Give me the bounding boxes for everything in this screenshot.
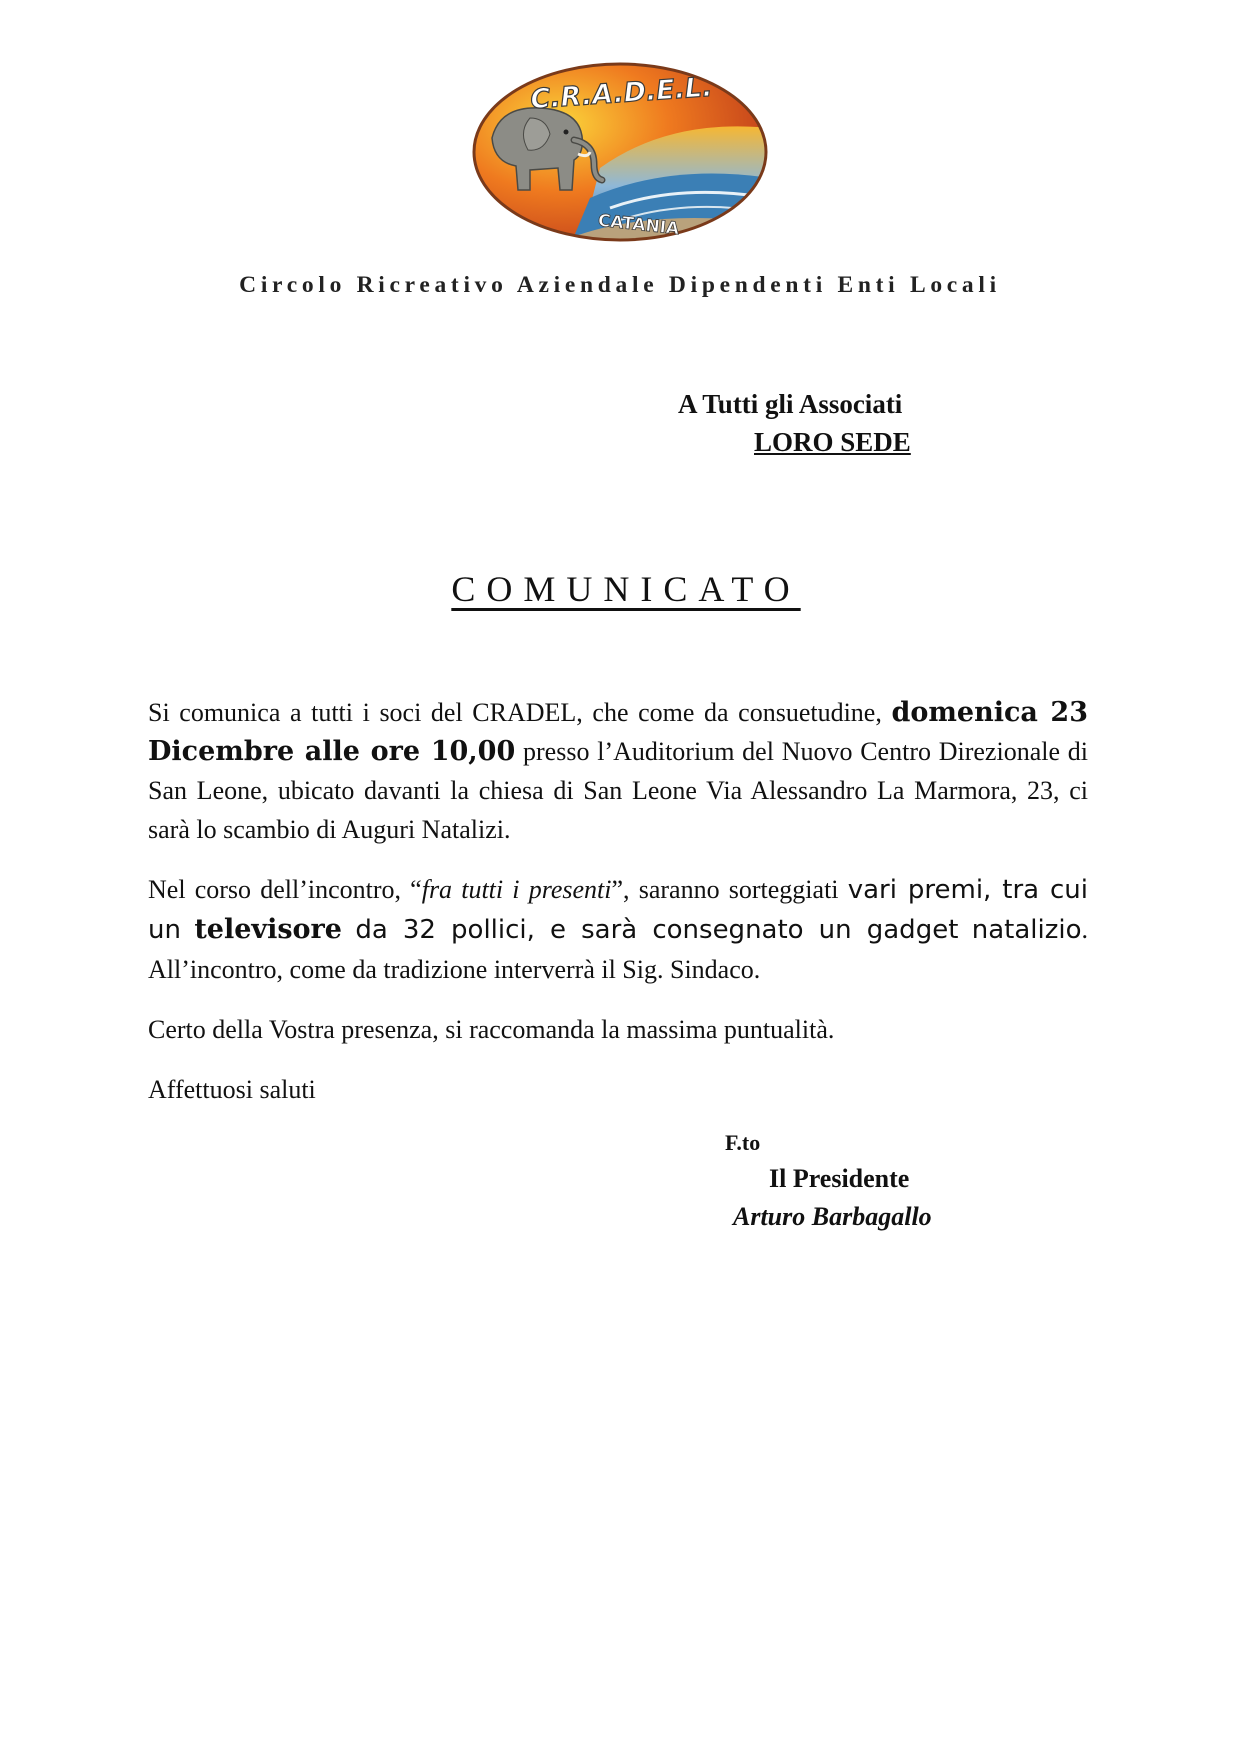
p1-highlight-date: domenica 23 Dicembre alle ore 10,00 (148, 697, 1088, 767)
organization-subtitle: Circolo Ricreativo Aziendale Dipendenti Enti Locali (239, 272, 1001, 298)
p2-prizes: vari premi, tra cui un (148, 875, 1089, 945)
addressee-line2: LORO SEDE (754, 427, 911, 457)
paragraph-3: Certo della Vostra presenza, si raccomanda la massima puntualità. (148, 1015, 835, 1044)
p2-text-a: Nel corso dell’incontro, “ (148, 875, 422, 904)
addressee-line1: A Tutti gli Associati (678, 389, 903, 419)
p2-text-h: . All’incontro, come da tradizione interverrà il Sig. Sindaco. (148, 915, 1088, 984)
p2-tv: televisore (194, 914, 342, 945)
signature-name: Arturo Barbagallo (733, 1202, 932, 1231)
signature-fto: F.to (725, 1130, 761, 1155)
p1-text-a: Si comunica a tutti i soci del CRADEL, che come da consuetudine, (148, 698, 882, 727)
logo-text-top: C.R.A.D.E.L. (529, 71, 714, 116)
p1-text-c: presso l’Auditorium del Nuovo Centro Direzionale di San Leone, ubicato davanti la chiesa di San Leone Via Alessandro La Marmora, 23, ci sarà lo scambio di Auguri Natalizi. (148, 737, 1088, 844)
letter-body (148, 693, 1088, 1109)
signature-title: Il Presidente (769, 1164, 910, 1193)
p2-text-c: ”, saranno sorteggiati (611, 875, 839, 904)
logo-text-bottom: CATANIA (596, 210, 681, 240)
p2-gadget: natalizio (971, 915, 1082, 945)
page-title: COMUNICATO (451, 569, 801, 609)
cradel-logo (470, 58, 770, 246)
closing-greeting: Affettuosi saluti (148, 1075, 316, 1104)
paragraph-2 (148, 870, 1088, 989)
paragraph-1 (148, 693, 1088, 849)
p2-text-f: da 32 pollici, e sarà consegnato un gadget (355, 915, 959, 945)
signature-block (725, 1130, 932, 1232)
p2-italic: fra tutti i presenti (421, 875, 612, 904)
addressee-block (678, 385, 911, 461)
